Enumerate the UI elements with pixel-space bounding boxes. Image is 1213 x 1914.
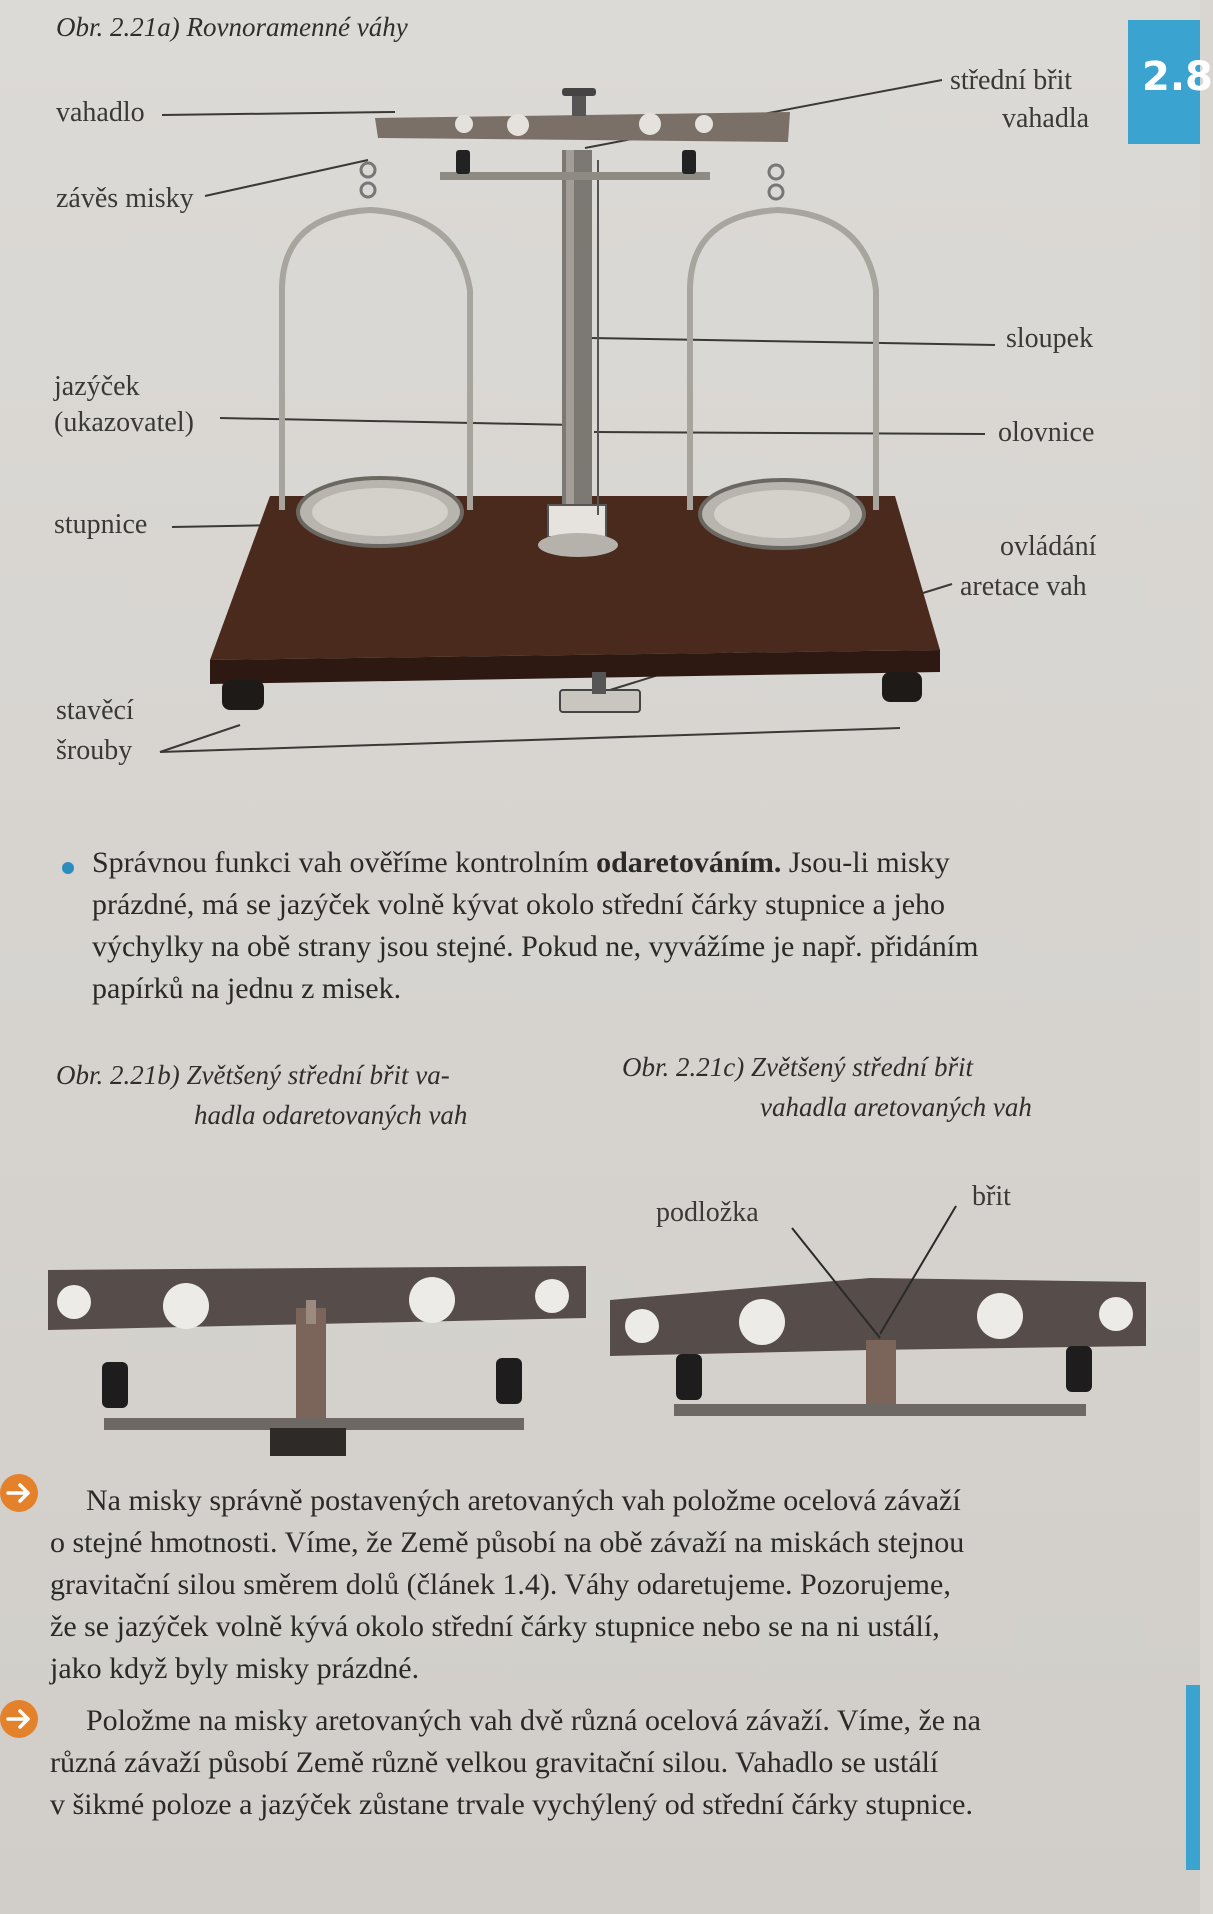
label-olovnice: olovnice xyxy=(998,417,1095,448)
paragraph1-line2: prázdné, má se jazýček volně kývat okolo střední čárky stupnice a jeho xyxy=(92,888,946,921)
label-brit: břit xyxy=(972,1181,1011,1212)
label-sloupek: sloupek xyxy=(1006,323,1094,354)
paragraph2-line1: Na misky správně postavených aretovaných vah položme ocelová závaží xyxy=(86,1484,961,1517)
figure-c-caption-line1: Obr. 2.21c) Zvětšený střední břit xyxy=(622,1052,973,1082)
label-srouby: šrouby xyxy=(56,735,133,766)
figure-b-caption-line2: hadla odaretovaných vah xyxy=(194,1100,468,1130)
paragraph2-line4: že se jazýček volně kývá okolo střední čárky stupnice nebo se na ni ustálí, xyxy=(50,1610,940,1643)
paragraph2-line3: gravitační silou směrem dolů (článek 1.4). Váhy odaretujeme. Pozorujeme, xyxy=(50,1568,951,1601)
label-stavecí: stavěcí xyxy=(56,695,134,726)
paragraph3-line2: různá závaží působí Země různě velkou gravitační silou. Vahadlo se ustálí xyxy=(50,1746,939,1779)
paragraph1-line1: Správnou funkci vah ověříme kontrolním odaretováním. Jsou-li misky xyxy=(92,846,950,879)
label-ukazovatel: (ukazovatel) xyxy=(54,407,194,438)
paragraph1-line3: výchylky na obě strany jsou stejné. Pokud ne, vyvážíme je např. přidáním xyxy=(92,930,979,963)
label-vahadla: vahadla xyxy=(1002,103,1090,134)
arrow-right-icon xyxy=(0,1700,38,1738)
label-stupnice: stupnice xyxy=(54,509,148,540)
figure-a-caption: Obr. 2.21a) Rovnoramenné váhy xyxy=(56,12,408,42)
paragraph1-line4: papírků na jednu z misek. xyxy=(92,972,402,1005)
label-zaves-misky: závěs misky xyxy=(56,183,194,214)
label-ovladani: ovládání xyxy=(1000,531,1097,562)
arrow-right-icon xyxy=(0,1474,38,1512)
label-jazycek: jazýček xyxy=(54,371,140,402)
paragraph2-line5: jako když byly misky prázdné. xyxy=(50,1652,420,1685)
figure-b-beam xyxy=(48,1266,586,1456)
figure-c-beam xyxy=(610,1278,1146,1416)
label-podlozka: podložka xyxy=(656,1197,759,1228)
label-stredni-brit: střední břit xyxy=(950,65,1073,96)
chapter-number: 2.8 xyxy=(1142,54,1213,100)
figure-c-caption-line2: vahadla aretovaných vah xyxy=(760,1092,1032,1122)
label-vahadlo: vahadlo xyxy=(56,97,145,128)
figure-b-caption-line1: Obr. 2.21b) Zvětšený střední břit va- xyxy=(56,1060,450,1090)
paragraph2-line2: o stejné hmotnosti. Víme, že Země působí na obě závaží na miskách stejnou xyxy=(50,1526,965,1559)
label-aretace-vah: aretace vah xyxy=(960,571,1087,602)
paragraph3-line1: Položme na misky aretovaných vah dvě různá ocelová závaží. Víme, že na xyxy=(86,1704,981,1737)
margin-accent-stripe xyxy=(1186,1685,1200,1870)
paragraph3-line3: v šikmé poloze a jazýček zůstane trvale vychýlený od střední čárky stupnice. xyxy=(50,1788,973,1821)
